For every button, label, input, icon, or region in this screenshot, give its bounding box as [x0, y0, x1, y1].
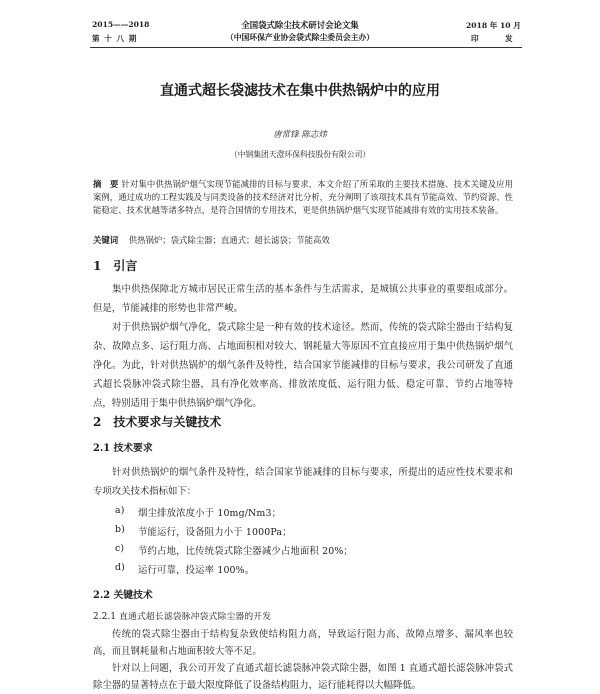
abstract-label: 摘 要 [93, 179, 119, 189]
section-2-2-1-paragraph-2: 针对以上问题，我公司开发了直通式超长滤袋脉冲袋式除尘器，如图 1 直通式超长滤袋脉冲袋式除尘器的显著特点在于最大限度降低了设备结构阻力，运行能耗得以大幅降低。 [93, 663, 513, 691]
section-1-paragraph-2: 对于供热锅炉烟气净化，袋式除尘是一种有效的技术途径。然而，传统的袋式除尘器由于结构复杂、故障点多、运行阻力高、占地面积相对较大、钢耗量大等原因不宜直接应用于集中供热锅炉烟气净化。为此，针对供热锅炉的烟气条件及特性，结合国家节能减排的目标与要求，我公司研发了直通式超长袋脉冲袋式除尘器，具有净化效率高、排放浓度低、运行阻力低、稳定可靠、节约占地等特点，特别适用于集中供热锅炉烟气净化。 [93, 322, 513, 409]
header-center-bottom: （中国环保产业协会袋式除尘委员会主办） [225, 33, 375, 42]
header-left-bottom: 第 十 八 期 [92, 34, 138, 43]
header-rule [90, 47, 522, 48]
requirement-item-b-mark: b) [115, 524, 125, 535]
section-1-title: 1 引言 [93, 259, 138, 273]
abstract-text: 针对集中供热锅炉烟气实现节能减排的目标与要求，本文介绍了所采取的主要技术措施、技术关键及应用案例，通过成功的工程实践及与同类设备的技术经济对比分析，充分阐明了该项技术具有节能高效、节约资源、性能稳定、技术优越等诸多特点，是符合国情的专用技术，更是供热锅炉烟气实现节能减排有效的实用技术装备。 [93, 179, 514, 215]
abstract [93, 178, 513, 217]
requirement-item-a: 烟尘排放浓度小于 10mg/Nm3； [138, 508, 282, 519]
authors: 唐常锋 陈志炜 [273, 130, 327, 140]
section-2-1-title: 2.1 技术要求 [93, 443, 153, 454]
requirement-item-c: 节约占地，比传统袋式除尘器减少占地面积 20%； [138, 546, 353, 557]
header-right-bottom-1: 印 [471, 34, 479, 43]
header-left-top: 2015——2018 [92, 20, 150, 29]
section-2-2-title: 2.2 关键技术 [93, 590, 153, 601]
section-2-2-1-paragraph-1: 传统的袋式除尘器由于结构复杂致使结构阻力高，导致运行阻力高、故障点增多、漏风率也较高，而且钢耗量和占地面积较大等不足。 [93, 629, 513, 657]
section-2-title: 2 技术要求与关键技术 [93, 415, 222, 429]
requirement-item-b: 节能运行，设备阻力小于 1000Pa； [138, 527, 292, 538]
requirement-item-c-mark: c) [115, 543, 125, 554]
header-center-top: 全国袋式除尘技术研讨会论文集 [241, 20, 359, 30]
requirement-item-d-mark: d) [115, 562, 125, 573]
requirement-item-a-mark: a) [115, 505, 125, 516]
header-right-top: 2018 年 10 月 [466, 21, 521, 30]
section-2-2-1-title: 2.2.1 直通式超长滤袋脉冲袋式除尘器的开发 [93, 612, 272, 622]
section-2-1-paragraph: 针对供热锅炉的烟气条件及特性，结合国家节能减排的目标与要求，所提出的适应性技术要求和专项攻关技术指标如下： [93, 467, 513, 497]
affiliation: （中钢集团天澄环保科技股份有限公司） [229, 150, 371, 159]
requirement-item-d: 运行可靠，投运率 100%。 [138, 565, 255, 576]
keywords-text: 供热锅炉；袋式除尘器；直通式；超长滤袋；节能高效 [128, 235, 330, 245]
section-1-paragraph-1: 集中供热保障北方城市居民正常生活的基本条件与生活需求，是城镇公共事业的重要组成部分。但是，节能减排的形势也非常严峻。 [93, 284, 513, 314]
keywords-label: 关键词 [93, 235, 119, 245]
keywords [93, 234, 513, 247]
paper-title: 直通式超长袋滤技术在集中供热锅炉中的应用 [160, 83, 440, 99]
header-right-bottom-2: 发 [505, 34, 513, 43]
